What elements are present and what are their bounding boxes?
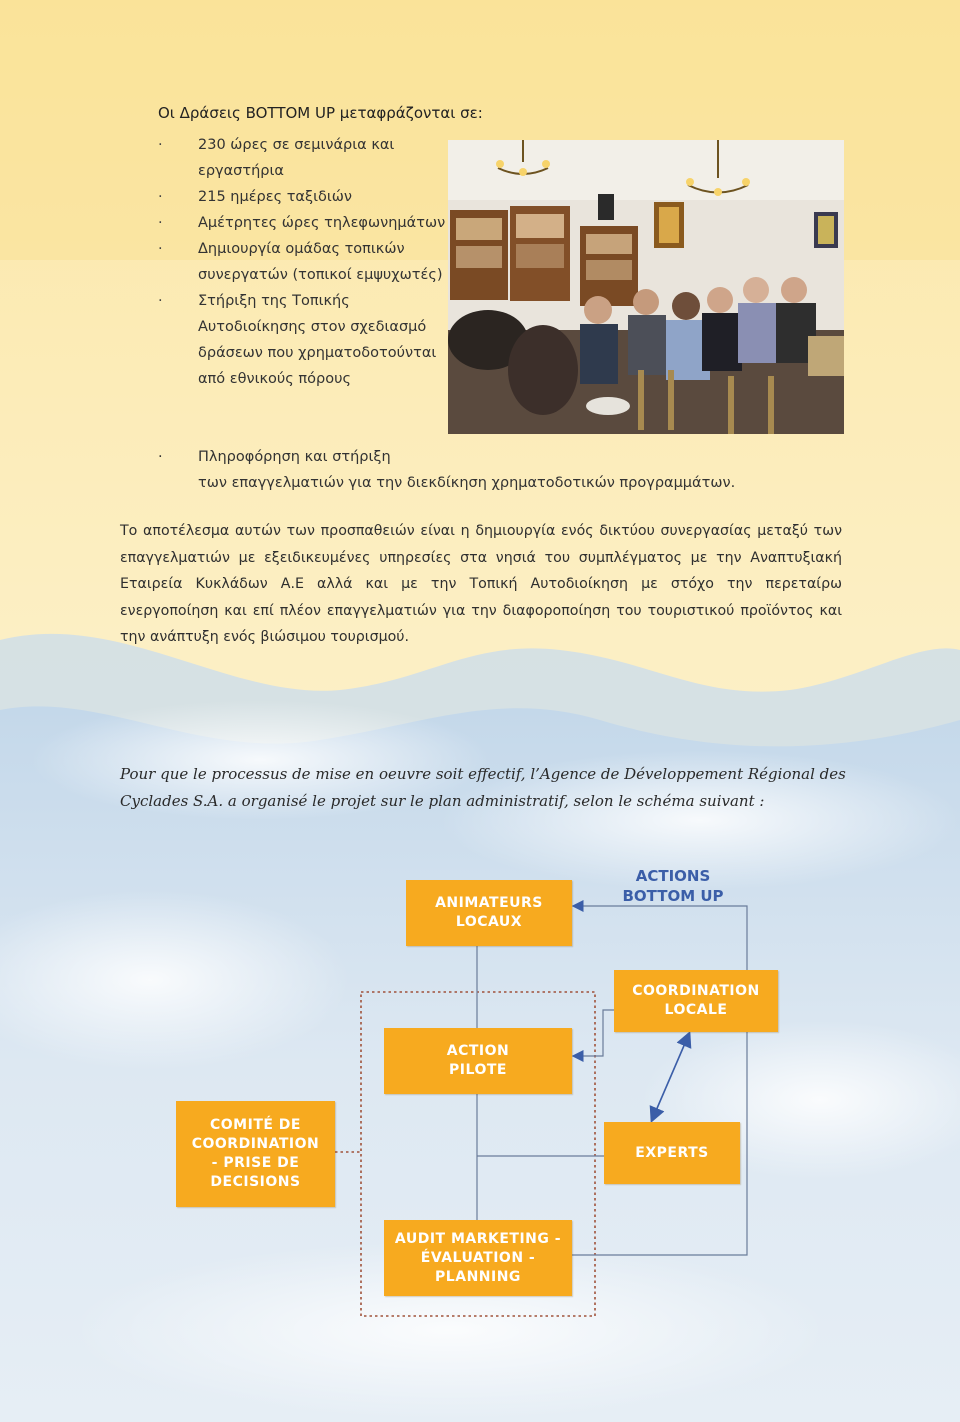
body-paragraph: Το αποτέλεσμα αυτών των προσπαθειών είναι η δημιουργία ενός δικτύου συνεργασίας μεταξύ των επαγγελματιών με εξειδικευμένες υπηρεσίες στα νησιά του συμπλέγματος με την Αναπτυξιακή Εταιρεία Κυκλάδων Α.Ε αλλά και με την Τοπική Αυτοδιοίκηση με στόχο την περεταίρω ενεργοποίηση και επί πλέον επαγγελματιών για την διαφοροποίηση του τουριστικού προϊόντος και την ανάπτυξη ενός βιώσιμου τουρισμού. (120, 523, 842, 645)
list-item: · Στήριξη της Τοπικής Αυτοδιοίκησης στον σχεδιασμό δράσεων που χρηματοδοτούνται από εθνικούς πόρους (158, 288, 458, 392)
experts-box: EXPERTS (604, 1122, 740, 1184)
bullet-icon: · (158, 293, 163, 309)
coordination-experts-arrow (652, 1034, 689, 1120)
animateurs-locaux-box: ANIMATEURS LOCAUX (406, 880, 572, 946)
feedback-loop (572, 906, 747, 1255)
bullet-icon: · (158, 449, 163, 465)
action-pilote-box: ACTION PILOTE (384, 1028, 572, 1094)
actions-bottom-up-label: ACTIONS BOTTOM UP (622, 867, 724, 905)
bullet-icon: · (158, 189, 163, 205)
coordination-locale-box: COORDINATION LOCALE (614, 970, 778, 1032)
comite-coordination-box: COMITÉ DE COORDINATION - PRISE DE DECISIONS (176, 1101, 335, 1207)
list-item-line: Πληροφόρηση και στήριξη (198, 449, 391, 465)
intro-heading: Οι Δράσεις BOTTOM UP μεταφράζονται σε: (158, 104, 483, 122)
bullet-icon: · (158, 215, 163, 231)
list-item-line: των επαγγελματιών για την διεκδίκηση χρηματοδοτικών προγραμμάτων. (198, 475, 736, 491)
list-item: · Αμέτρητες ώρες τηλεφωνημάτων (158, 210, 458, 236)
list-item: · 230 ώρες σε σεμινάρια και εργαστήρια (158, 132, 458, 184)
coordination-to-pilote-arrow (574, 1010, 614, 1056)
audit-marketing-box: AUDIT MARKETING - ÉVALUATION - PLANNING (384, 1220, 572, 1296)
bullet-icon: · (158, 241, 163, 257)
list-item: · 215 ημέρες ταξιδιών (158, 184, 458, 210)
bullet-icon: · (158, 137, 163, 153)
list-item: · Δημιουργία ομάδας τοπικών συνεργατών (τοπικοί εμψυχωτές) (158, 236, 458, 288)
french-paragraph: Pour que le processus de mise en oeuvre soit effectif, l’Agence de Développement Régional des Cyclades S.A. a organisé le projet sur le plan administratif, selon le schéma suivant : (120, 765, 846, 810)
